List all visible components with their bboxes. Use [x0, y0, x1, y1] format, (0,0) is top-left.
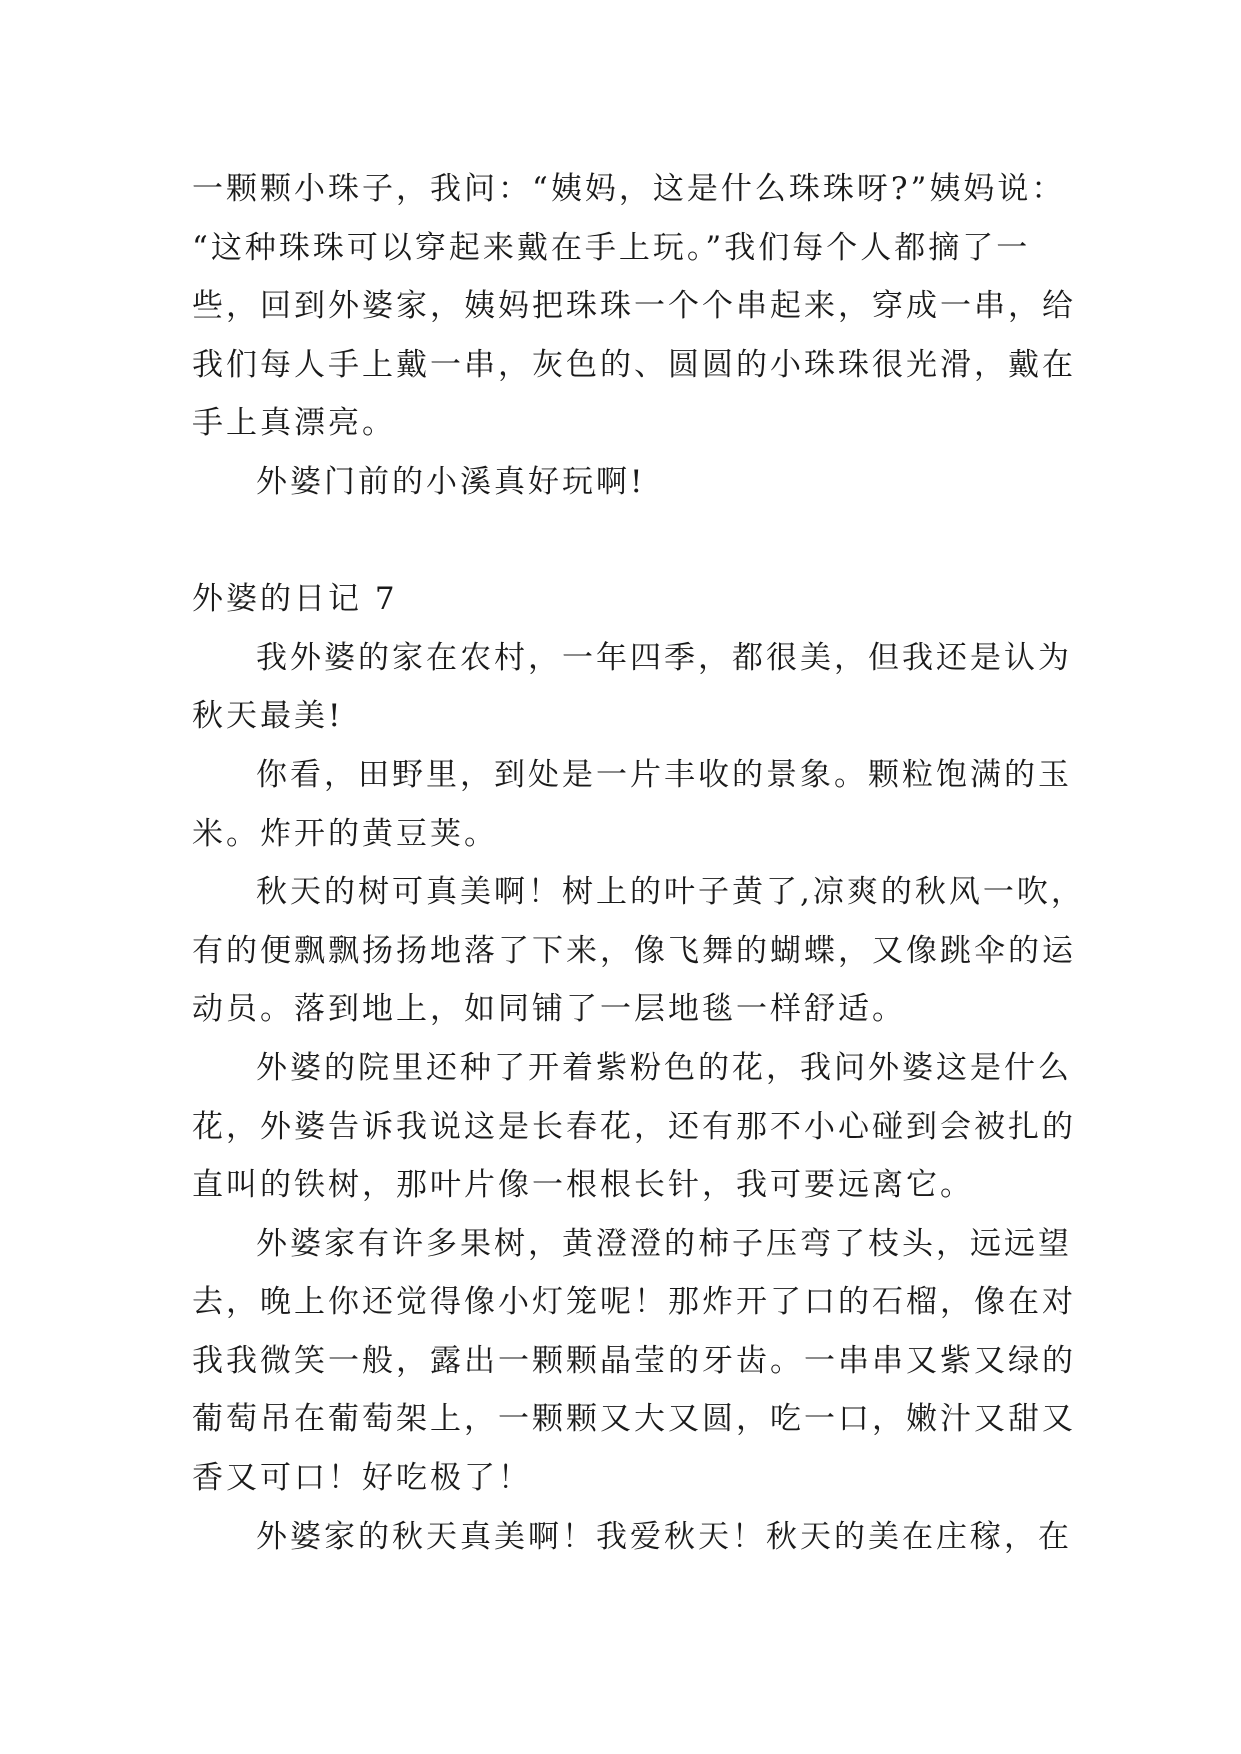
text-line: 外婆门前的小溪真好玩啊!	[256, 463, 646, 500]
document-body	[192, 160, 1085, 1566]
text-line: 有的便飘飘扬扬地落了下来，像飞舞的蝴蝶，又像跳伞的运	[192, 932, 1076, 969]
text-line: 秋天的树可真美啊！树上的叶子黄了,凉爽的秋风一吹，	[256, 874, 1085, 911]
text-line: 外婆家有许多果树，黄澄澄的柿子压弯了枝头，远远望	[256, 1225, 1072, 1262]
text-line: 秋天最美!	[192, 698, 344, 735]
text-line: 香又可口！好吃极了！	[192, 1460, 532, 1497]
paragraph	[192, 863, 1085, 1039]
paragraph	[192, 629, 1072, 746]
text-line: 米。炸开的黄豆荚。	[192, 815, 498, 852]
closing-paragraph	[192, 453, 1052, 512]
text-line: 葡萄吊在葡萄架上，一颗颗又大又圆，吃一口，嫩汁又甜又	[192, 1401, 1076, 1438]
section-title-text: 外婆的日记 7	[192, 581, 398, 618]
text-line: 外婆的院里还种了开着紫粉色的花，我问外婆这是什么	[256, 1049, 1072, 1086]
text-line: 些，回到外婆家，姨妈把珠珠一个个串起来，穿成一串，给	[192, 288, 1076, 325]
paragraph	[192, 1508, 1072, 1567]
paragraph	[192, 1215, 1076, 1508]
text-line: “这种珠珠可以穿起来戴在手上玩。”我们每个人都摘了一	[192, 229, 1031, 266]
text-line: 一颗颗小珠子，我问：“姨妈，这是什么珠珠呀?”姨妈说：	[192, 171, 1066, 207]
text-line: 手上真漂亮。	[192, 405, 396, 442]
text-line: 去，晚上你还觉得像小灯笼呢！那炸开了口的石榴，像在对	[192, 1284, 1076, 1321]
section-spacer	[192, 512, 1052, 571]
text-line: 花，外婆告诉我说这是长春花，还有那不小心碰到会被扎的	[192, 1108, 1076, 1145]
paragraph	[192, 1039, 1076, 1215]
text-line: 你看，田野里，到处是一片丰收的景象。颗粒饱满的玉	[256, 756, 1072, 793]
text-line: 我我微笑一般，露出一颗颗晶莹的牙齿。一串串又紫又绿的	[192, 1342, 1076, 1379]
text-line: 我们每人手上戴一串，灰色的、圆圆的小珠珠很光滑，戴在	[192, 346, 1076, 383]
text-line: 我外婆的家在农村，一年四季，都很美，但我还是认为	[256, 639, 1072, 676]
text-line: 直叫的铁树，那叶片像一根根长针，我可要远离它。	[192, 1167, 974, 1204]
paragraph	[192, 746, 1072, 863]
section-title	[192, 570, 1052, 629]
text-line: 动员。落到地上，如同铺了一层地毯一样舒适。	[192, 991, 906, 1028]
previous-paragraph	[192, 160, 1076, 453]
text-line: 外婆家的秋天真美啊！我爱秋天！秋天的美在庄稼，在	[256, 1518, 1072, 1555]
